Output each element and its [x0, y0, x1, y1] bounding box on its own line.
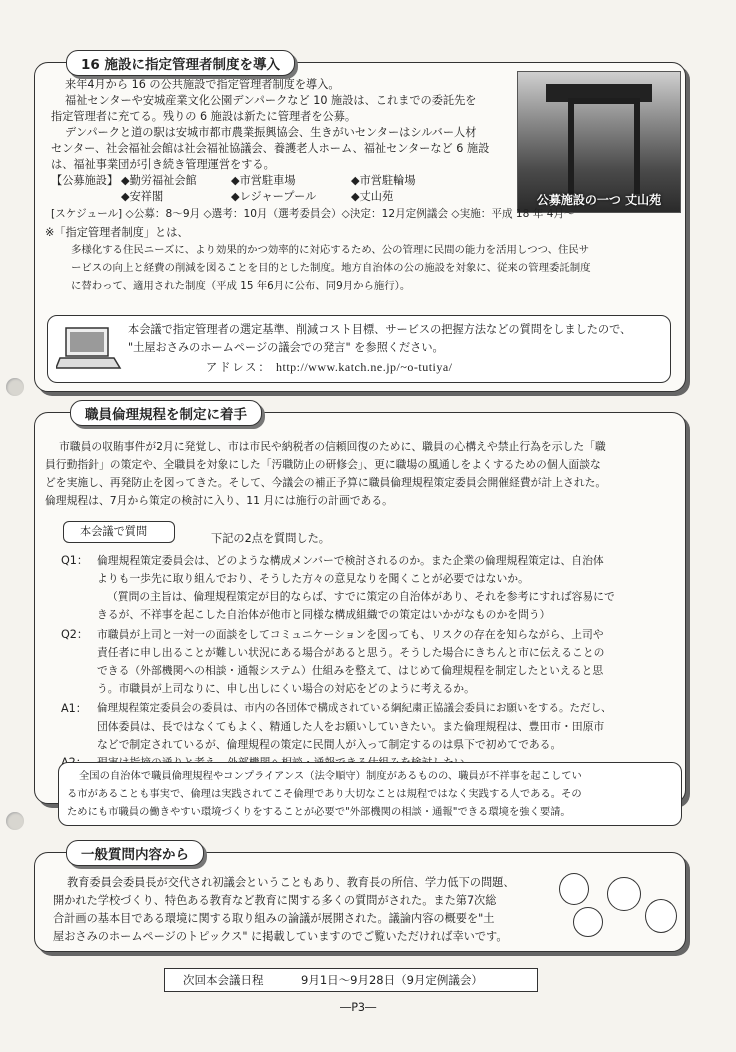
next-session-box	[164, 968, 538, 992]
next-session-label: 次回本会議日程	[183, 973, 264, 987]
notice-box	[47, 315, 671, 383]
q1-line: （質問の主旨は、倫理規程策定が目的ならば、すでに策定の自治体があり、それを参考にすれば容易にで	[107, 590, 615, 603]
summary-line: ためにも市職員の働きやすい環境づくりをすることが必要で"外部機関の相談・通報"できる環境を強く要請。	[67, 806, 571, 818]
s3-line: 教育委員会委員長が交代され初議会ということもあり、教育長の所信、学力低下の問題、	[67, 876, 515, 889]
binder-hole	[6, 812, 24, 830]
a1-line: 団体委員は、長ではなくてもよく、精通した人をお願いしていきたい。また倫理規程は、豊田市・田原市	[97, 720, 605, 733]
q2-line: う。市職員が上司なりに、申し出しにくい場合の対応をどのように考えるか。	[97, 682, 475, 695]
s1-line: センター、社会福祉会館は社会福祉協議会、養護老人ホーム、福祉センターなど 6 施設	[51, 142, 490, 155]
note-line: ービスの向上と経費の削減を図ることを目的とした制度。地方自治体の公の施設を対象に、従来の管理委託制度	[71, 262, 591, 274]
address-label: アドレス：	[206, 361, 272, 374]
summary-box	[58, 762, 682, 826]
s2-intro: 市職員の収賄事件が2月に発覚し、市は市民や納税者の信頼回復のために、職員の心構えや禁止行為を示した「職	[59, 440, 606, 453]
a1-line: 倫理規程策定委員会の委員は、市内の各団体で構成されている綱紀粛正協議会委員にお願いをする。ただし、	[97, 702, 612, 714]
notice-line: "土屋おさみのホームページの議会での発言" を参照ください。	[128, 341, 444, 354]
s1-line: 来年4月から 16 の公共施設で指定管理者制度を導入。	[65, 78, 340, 91]
s1-line: は、福祉事業団が引き続き管理運営をする。	[51, 158, 275, 171]
section3-title: 一般質問内容から	[66, 840, 204, 866]
qa-label-box	[63, 521, 175, 543]
note-line: 多様化する住民ニーズに、より効果的かつ効率的に対応するため、公の管理に民間の能力を活用しつつ、住民サ	[71, 244, 590, 256]
cartoon-characters	[559, 871, 677, 961]
cartoon-face	[573, 907, 603, 937]
s2-intro: 員行動指針」の策定や、全職員を対象にした「汚職防止の研修会」、更に職場の風通しをよくするための個人面談な	[45, 458, 601, 471]
facility-item: ◆安祥閣	[121, 190, 164, 203]
facilities-label: 【公募施設】	[51, 174, 119, 187]
section-ethics-code	[34, 412, 686, 804]
summary-line: 全国の自治体で職員倫理規程やコンプライアンス（法令順守）制度があるものの、職員が不祥事を起こしてい	[79, 770, 582, 782]
qa-lead: 下記の2点を質問した。	[211, 532, 330, 545]
a1-line: などで制定されているが、倫理規程の策定に民間人が入って制定するのは県下で初めてである。	[97, 738, 562, 751]
homepage-link[interactable]: http://www.katch.ne.jp/~o-tutiya/	[276, 360, 453, 374]
s2-intro: どを実施し、再発防止を図ってきた。そして、今議会の補正予算に職員倫理規程策定委員会開催経費が計上された。	[45, 476, 607, 489]
facility-item: ◆レジャープール	[231, 190, 317, 203]
qa-label: 本会議で質問	[80, 525, 148, 538]
s1-line: 指定管理者に充てる。残りの 6 施設は新たに管理者を公募。	[51, 110, 357, 123]
section1-title: 16 施設に指定管理者制度を導入	[66, 50, 295, 76]
s1-line: デンパークと道の駅は安城市都市農業振興協会、生きがいセンターはシルバー人材	[65, 126, 477, 139]
photo-jozanen	[517, 71, 681, 213]
facility-item: ◆丈山苑	[351, 190, 394, 203]
schedule: [スケジュール] ◇公募：8～9月 ◇選考：10月（選考委員会）◇決定：12月定例議会 ◇実施：平成 18 年 4月～	[51, 208, 575, 220]
facility-item: ◆市営駐輪場	[351, 174, 416, 187]
facility-item: ◆市営駐車場	[231, 174, 296, 187]
binder-hole	[6, 378, 24, 396]
q1-line: きるが、不祥事を起こした自治体が他市と同様な構成組織での策定はいかがなものかを問う）	[97, 608, 551, 621]
gate-shape	[568, 98, 640, 194]
section2-title: 職員倫理規程を制定に着手	[70, 400, 262, 426]
s2-intro: 倫理規程は、7月から策定の検討に入り、11 月には施行の計画である。	[45, 494, 393, 507]
facility-item: ◆勤労福祉会館	[121, 174, 197, 187]
q2-line: できる（外部機関への相談・通報システム）仕組みを整えて、はじめて倫理規程を制定したといえると思	[97, 664, 604, 677]
photo-caption: 公募施設の一つ 丈山苑	[536, 193, 662, 207]
s3-line: 屋おさみのホームページのトピックス" に掲載していますのでご覧いただければ幸いです。	[53, 930, 508, 943]
s1-line: 福祉センターや安城産業文化公園デンパークなど 10 施設は、これまでの委託先を	[65, 94, 477, 107]
summary-line: る市があることも事実で、倫理は実践されてこそ倫理であり大切なことは規程ではなく実践する人である。その	[67, 788, 582, 800]
next-session-dates: 9月1日～9月28日（9月定例議会）	[301, 973, 483, 987]
q1-tag: Q1：	[61, 554, 89, 567]
section-designated-manager	[34, 62, 686, 392]
cartoon-face	[607, 877, 641, 911]
q1-line: 倫理規程策定委員会は、どのような構成メンバーで検討されるのか。また企業の倫理規程策定は、自治体	[97, 554, 604, 567]
cartoon-face	[645, 899, 677, 933]
a1-tag: A1：	[61, 702, 87, 715]
cartoon-face	[559, 873, 589, 905]
laptop-icon	[56, 326, 122, 370]
s3-line: 開かれた学校づくり、特色ある教育など教育に関する多くの質問がされた。また第7次総	[53, 894, 497, 907]
q2-tag: Q2：	[61, 628, 89, 641]
q1-line: よりも一歩先に取り組んでおり、そうした方々の意見なりを聞くことが必要ではないか。	[97, 572, 529, 585]
q2-line: 市職員が上司と一対一の面談をしてコミュニケーションを図っても、リスクの存在を知らながら、上司や	[97, 628, 604, 641]
s3-line: 合計画の基本目である環境に関する取り組みの論議が展開された。議論内容の概要を"土	[53, 912, 495, 925]
q2-line: 責任者に申し出ることが難しい状況にある場合があると思う。そうした場合にきちんと市に伝えることの	[97, 646, 605, 659]
section-general-questions	[34, 852, 686, 952]
page-number: ―P3―	[340, 1001, 377, 1014]
notice-line: 本会議で指定管理者の選定基準、削減コスト目標、サービスの把握方法などの質問をしましたので、	[128, 323, 632, 336]
note-line: に替わって、適用された制度（平成 15 年6月に公布、同9月から施行）。	[71, 280, 411, 292]
note-head: ※「指定管理者制度」とは、	[45, 226, 189, 239]
